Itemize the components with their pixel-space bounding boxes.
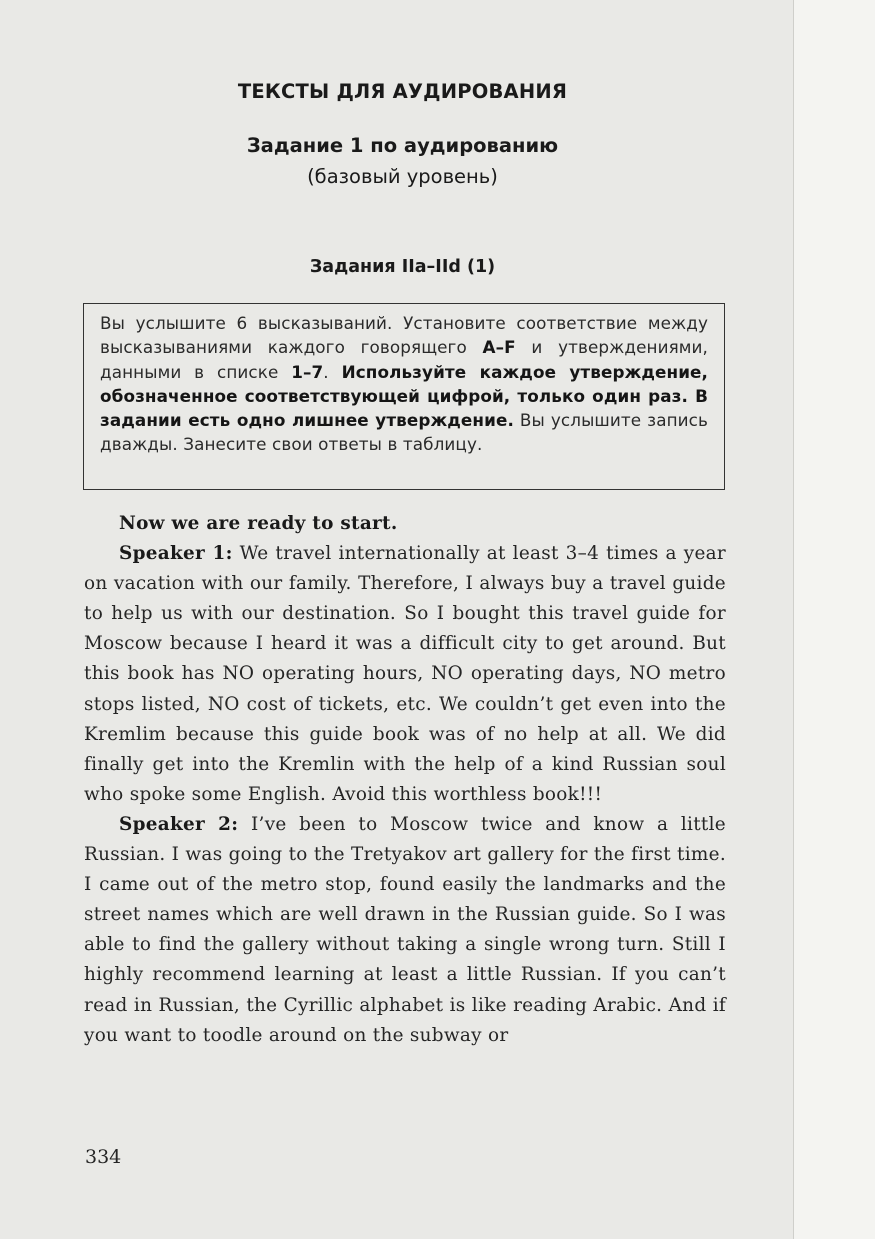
speaker-paragraph [84, 539, 726, 810]
instruction-text: Вы услышите запись дважды. Занесите свои ответы в таблицу. [100, 410, 708, 455]
instruction-text: . [323, 361, 342, 382]
intro-text: Now we are ready to start. [119, 513, 398, 534]
instruction-text: Вы услышите 6 высказываний. Установите соответствие между высказываниями каждого говорящего [100, 313, 708, 358]
section-title: ТЕКСТЫ ДЛЯ АУДИРОВАНИЯ [237, 80, 568, 103]
instruction-letters: A–F [482, 337, 516, 358]
instruction-text: и утверждениями, данными в списке [100, 337, 708, 382]
speaker-label: Speaker 2: [119, 813, 239, 835]
tasks-subheading: Задания IIa–IId (1) [309, 257, 496, 277]
transcript [84, 509, 726, 1051]
instruction-bold-rule: Используйте каждое утверждение, обозначенное соответствующей цифрой, только один раз. В задании есть одно лишнее утверждение. [100, 361, 709, 431]
transcript-intro [84, 509, 726, 539]
task-level: (базовый уровень) [307, 165, 498, 188]
instruction-numbers: 1–7 [291, 361, 324, 382]
scan-edge [793, 0, 875, 1239]
speaker-text: We travel internationally at least 3–4 times a year on vacation with our family. Therefore, I always buy a travel guide to help us with our destination. So I bought this travel guide for Moscow because I heard it was a difficult city to get around. But this book has NO operating hours, NO operating days, NO metro stops listed, NO cost of tickets, etc. We couldn’t get even into the Kremlim because this guide book was of no help at all. We did finally get into the Kremlin with the help of a kind Russian soul who spoke some English. Avoid this worthless book!!! [84, 543, 726, 805]
task-heading: Задание 1 по аудированию [246, 134, 559, 157]
instruction-box [83, 303, 725, 490]
speaker-text: I’ve been to Moscow twice and know a little Russian. I was going to the Tretyakov art gallery for the first time. I came out of the metro stop, found easily the landmarks and the street names which are well drawn in the Russian guide. So I was able to find the gallery without taking a single wrong turn. Still I highly recommend learning at least a little Russian. If you can’t read in Russian, the Cyrillic alphabet is like reading Arabic. And if you want to toodle around on the subway or [84, 813, 726, 1046]
speaker-label: Speaker 1: [119, 543, 233, 565]
page-number: 334 [85, 1146, 122, 1168]
speaker-paragraph [84, 810, 726, 1051]
